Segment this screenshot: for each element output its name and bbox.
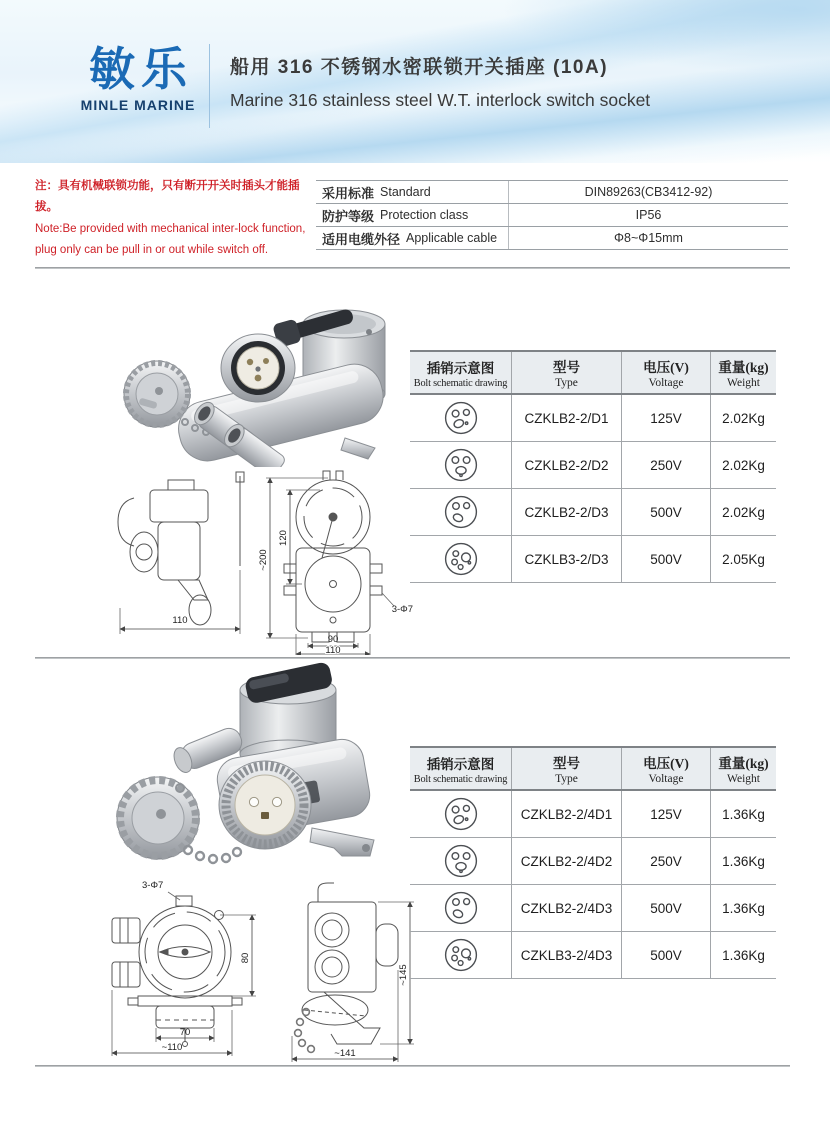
table-row (410, 838, 776, 885)
table-row (410, 395, 776, 442)
spec-row-cable (316, 227, 788, 250)
dim-label: ~145 (398, 964, 409, 986)
col-type-en: Type (555, 377, 578, 389)
note-line-en1: Note:Be provided with mechanical inter-lock function, (35, 222, 306, 235)
weight-cell: 1.36Kg (722, 806, 765, 822)
note-line-en2: plug only can be pull in or out while switch off. (35, 243, 269, 256)
col-voltage-en: Voltage (648, 377, 684, 389)
spec-value: IP56 (635, 208, 662, 222)
dimension-drawing-single-socket (80, 870, 430, 1065)
type-cell: CZKLB2-2/4D1 (512, 791, 622, 837)
dim-label: 90 (327, 634, 339, 645)
dim-label: 120 (278, 530, 289, 546)
page-title-en: Marine 316 stainless steel W.T. interlock switch socket (230, 90, 651, 110)
table-row (410, 885, 776, 932)
type-cell: CZKLB2-2/D2 (512, 442, 622, 488)
weight-cell: 2.02Kg (722, 504, 765, 520)
pin-schematic-icon (443, 937, 479, 973)
table-header-row (410, 748, 776, 791)
table-row (410, 442, 776, 489)
table-row (410, 932, 776, 979)
spec-label-cn: 适用电缆外径 (322, 231, 401, 247)
dim-label: ~110 (161, 1042, 183, 1053)
voltage-cell: 250V (622, 838, 711, 884)
spec-label-cn: 采用标准 (322, 185, 375, 201)
logo-cn-text: 敏乐 (89, 43, 193, 95)
type-cell: CZKLB2-2/4D2 (512, 838, 622, 884)
voltage-cell: 500V (622, 932, 711, 978)
table-row (410, 536, 776, 583)
dim-label: ~200 (258, 549, 269, 571)
voltage-cell: 250V (622, 442, 711, 488)
product-photo-single-socket (80, 660, 425, 870)
col-weight-cn: 重量(kg) (718, 360, 769, 375)
voltage-cell: 500V (622, 536, 711, 582)
product-table-1 (410, 350, 776, 583)
weight-cell: 2.02Kg (722, 457, 765, 473)
pin-schematic-icon (443, 890, 479, 926)
dim-label: ~141 (334, 1048, 356, 1059)
dim-label: 110 (325, 645, 341, 655)
pin-schematic-icon (443, 447, 479, 483)
section-divider (35, 267, 790, 269)
voltage-cell: 500V (622, 885, 711, 931)
type-cell: CZKLB3-2/4D3 (512, 932, 622, 978)
col-schematic-cn: 插销示意图 (426, 360, 495, 376)
section-divider (35, 1065, 790, 1067)
header-divider (209, 44, 210, 128)
spec-label-cn: 防护等级 (322, 208, 375, 224)
spec-value: DIN89263(CB3412-92) (584, 185, 713, 199)
type-cell: CZKLB2-2/D3 (512, 489, 622, 535)
dim-label: 70 (179, 1027, 191, 1038)
pin-schematic-icon (443, 541, 479, 577)
brand-logo (60, 43, 216, 113)
note-line-cn: 注：具有机械联锁功能，只有断开开关时插头才能插拔。 (35, 180, 300, 214)
voltage-cell: 125V (622, 395, 711, 441)
spec-label-en: Applicable cable (406, 231, 498, 245)
col-type-cn: 型号 (553, 360, 580, 375)
col-weight-en: Weight (727, 773, 760, 785)
voltage-cell: 125V (622, 791, 711, 837)
product-photo-double-socket (105, 272, 400, 467)
col-schematic-en: Bolt schematic drawing (413, 773, 508, 785)
page-title-cn: 船用 316 不锈钢水密联锁开关插座 (10A) (230, 57, 609, 78)
logo-en-text: MINLE MARINE (80, 97, 196, 113)
type-cell: CZKLB2-2/D1 (512, 395, 622, 441)
weight-cell: 2.02Kg (722, 410, 765, 426)
pin-schematic-icon (443, 400, 479, 436)
col-weight-en: Weight (727, 377, 760, 389)
col-schematic-en: Bolt schematic drawing (413, 377, 508, 389)
weight-cell: 1.36Kg (722, 900, 765, 916)
col-schematic-cn: 插销示意图 (426, 756, 495, 772)
dim-label: 80 (240, 952, 251, 964)
spec-label-en: Protection class (380, 208, 469, 222)
weight-cell: 1.36Kg (722, 947, 765, 963)
spec-table (316, 180, 788, 250)
interlock-note (35, 176, 317, 261)
voltage-cell: 500V (622, 489, 711, 535)
col-voltage-en: Voltage (648, 773, 684, 785)
section-divider (35, 657, 790, 659)
col-weight-cn: 重量(kg) (718, 756, 769, 771)
dim-label: 3-Φ7 (391, 604, 413, 615)
table-row (410, 489, 776, 536)
spec-value: Φ8~Φ15mm (614, 231, 683, 245)
dim-label: 110 (172, 615, 188, 626)
table-header-row (410, 352, 776, 395)
weight-cell: 1.36Kg (722, 853, 765, 869)
col-type-cn: 型号 (553, 756, 580, 771)
spec-label-en: Standard (380, 185, 431, 199)
spec-row-protection (316, 204, 788, 227)
col-voltage-cn: 电压(V) (643, 360, 689, 375)
product-table-2 (410, 746, 776, 979)
spec-row-standard (316, 181, 788, 204)
dim-label: 3-Φ7 (142, 880, 164, 891)
pin-schematic-icon (443, 843, 479, 879)
type-cell: CZKLB2-2/4D3 (512, 885, 622, 931)
type-cell: CZKLB3-2/D3 (512, 536, 622, 582)
pin-schematic-icon (443, 494, 479, 530)
col-type-en: Type (555, 773, 578, 785)
pin-schematic-icon (443, 796, 479, 832)
page-header (0, 0, 830, 163)
weight-cell: 2.05Kg (722, 551, 765, 567)
dimension-drawing-double-socket (80, 460, 415, 655)
table-row (410, 791, 776, 838)
col-voltage-cn: 电压(V) (643, 756, 689, 771)
